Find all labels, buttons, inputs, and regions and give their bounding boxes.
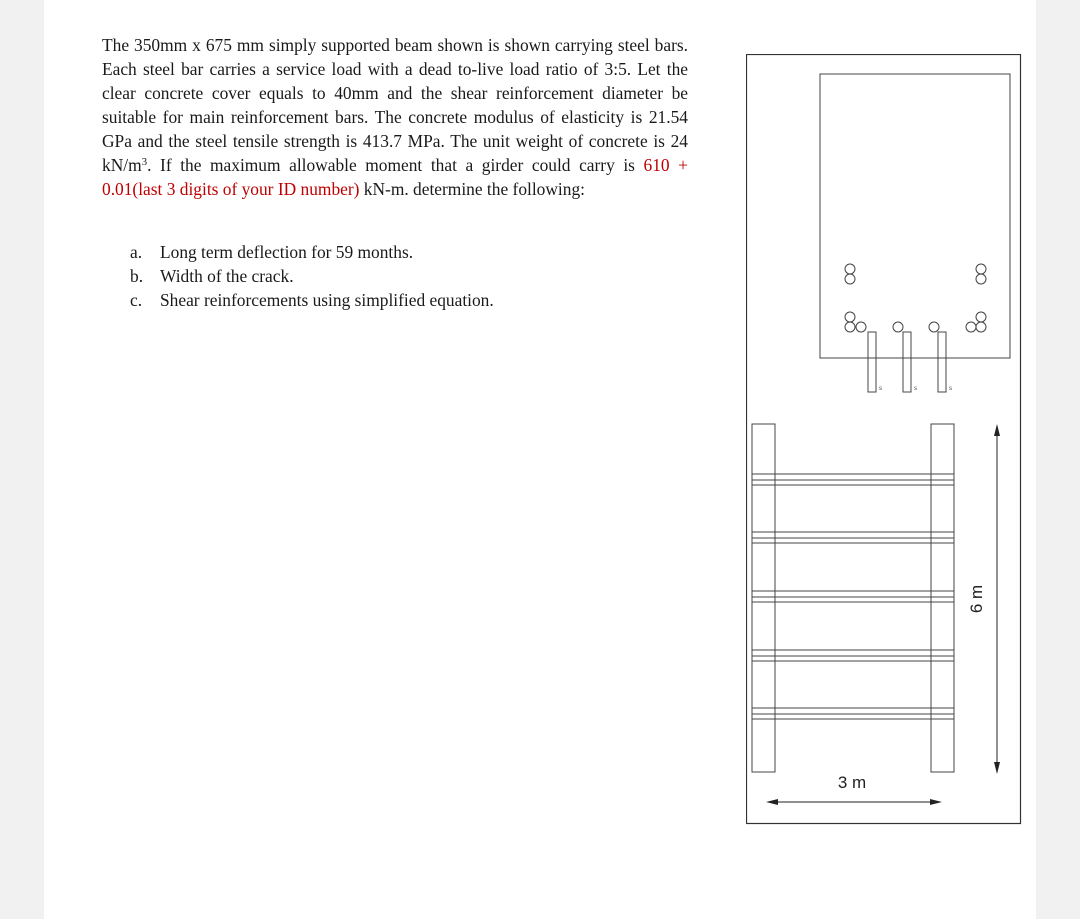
list-item <box>130 288 494 312</box>
list-marker: b. <box>130 266 144 286</box>
span-label: 3 m <box>837 773 867 792</box>
beam-diagram <box>746 54 1022 825</box>
problem-intro-continued: . If the maximum allowable moment that a girder could carry is <box>147 155 644 175</box>
question-list <box>130 240 494 312</box>
moment-expression: 610 + 0.01(last 3 digits of your ID number) <box>102 155 688 199</box>
list-item-text: Shear reinforcements using simplified equation. <box>160 290 494 310</box>
length-label: 6 m <box>967 584 986 614</box>
list-item-text: Width of the crack. <box>160 266 294 286</box>
spacing-label: s <box>879 386 882 392</box>
document-page <box>44 0 1036 919</box>
spacing-label: s <box>949 386 952 392</box>
spacing-label: s <box>914 386 917 392</box>
unit-superscript: 3 <box>141 156 148 168</box>
list-item <box>130 240 494 264</box>
problem-intro: The 350mm x 675 mm simply supported beam shown is shown carrying steel bars. Each steel bar carries a service load with a dead to-live load ratio of 3:5. Let the clear concrete cover equals to 40mm and the shear reinforcement diameter be suitable for main reinforcement bars. The concrete modulus of elasticity is 21.54 GPa and the steel tensile strength is 413.7 MPa. The unit weight of concrete is 24 kN/m <box>102 35 688 175</box>
list-marker: a. <box>130 242 143 262</box>
problem-intro-end: kN-m. determine the following: <box>359 179 585 199</box>
list-item-text: Long term deflection for 59 months. <box>160 242 414 262</box>
list-marker: c. <box>130 290 143 310</box>
problem-statement <box>102 33 688 201</box>
beam-figure <box>746 54 1022 830</box>
list-item <box>130 264 494 288</box>
problem-paragraph <box>102 33 688 201</box>
